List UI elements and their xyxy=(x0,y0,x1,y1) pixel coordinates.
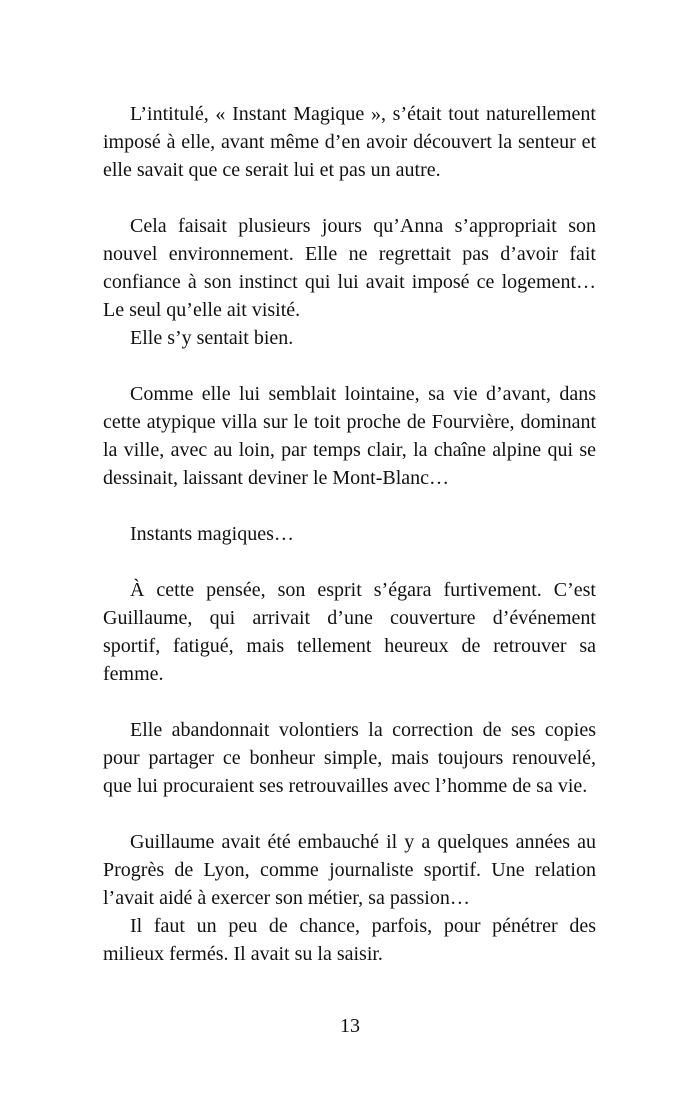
paragraph-1: L’intitulé, « Instant Magique », s’était tout naturellement imposé à elle, avant même d’en avoir découvert la senteur et elle savait que ce serait lui et pas un autre. xyxy=(103,103,596,181)
page-number: 13 xyxy=(340,1015,360,1037)
paragraph-9: Il faut un peu de chance, parfois, pour pénétrer des milieux fermés. Il avait su la saisir. xyxy=(103,915,596,965)
paragraph-3: Elle s’y sentait bien. xyxy=(130,327,294,349)
paragraph-7: Elle abandonnait volontiers la correction de ses copies pour partager ce bonheur simple, mais toujours renouvelé, que lui procuraient ses retrouvailles avec l’homme de sa vie. xyxy=(103,719,596,797)
paragraph-2: Cela faisait plusieurs jours qu’Anna s’appropriait son nouvel environnement. Elle ne regrettait pas d’avoir fait confiance à son instinct qui lui avait imposé ce logement… Le seul qu’elle ait visité. xyxy=(103,215,596,321)
paragraph-8: Guillaume avait été embauché il y a quelques années au Progrès de Lyon, comme journaliste sportif. Une relation l’avait aidé à exercer son métier, sa passion… xyxy=(103,831,596,909)
paragraph-5: Instants magiques… xyxy=(130,523,294,545)
body-text xyxy=(103,100,596,968)
paragraph-4: Comme elle lui semblait lointaine, sa vie d’avant, dans cette atypique villa sur le toit proche de Fourvière, dominant la ville, avec au loin, par temps clair, la chaîne alpine qui se dessinait, laissant deviner le Mont-Blanc… xyxy=(103,383,596,489)
paragraph-6: À cette pensée, son esprit s’égara furtivement. C’est Guillaume, qui arrivait d’une couverture d’événement sportif, fatigué, mais tellement heureux de retrouver sa femme. xyxy=(103,579,596,685)
